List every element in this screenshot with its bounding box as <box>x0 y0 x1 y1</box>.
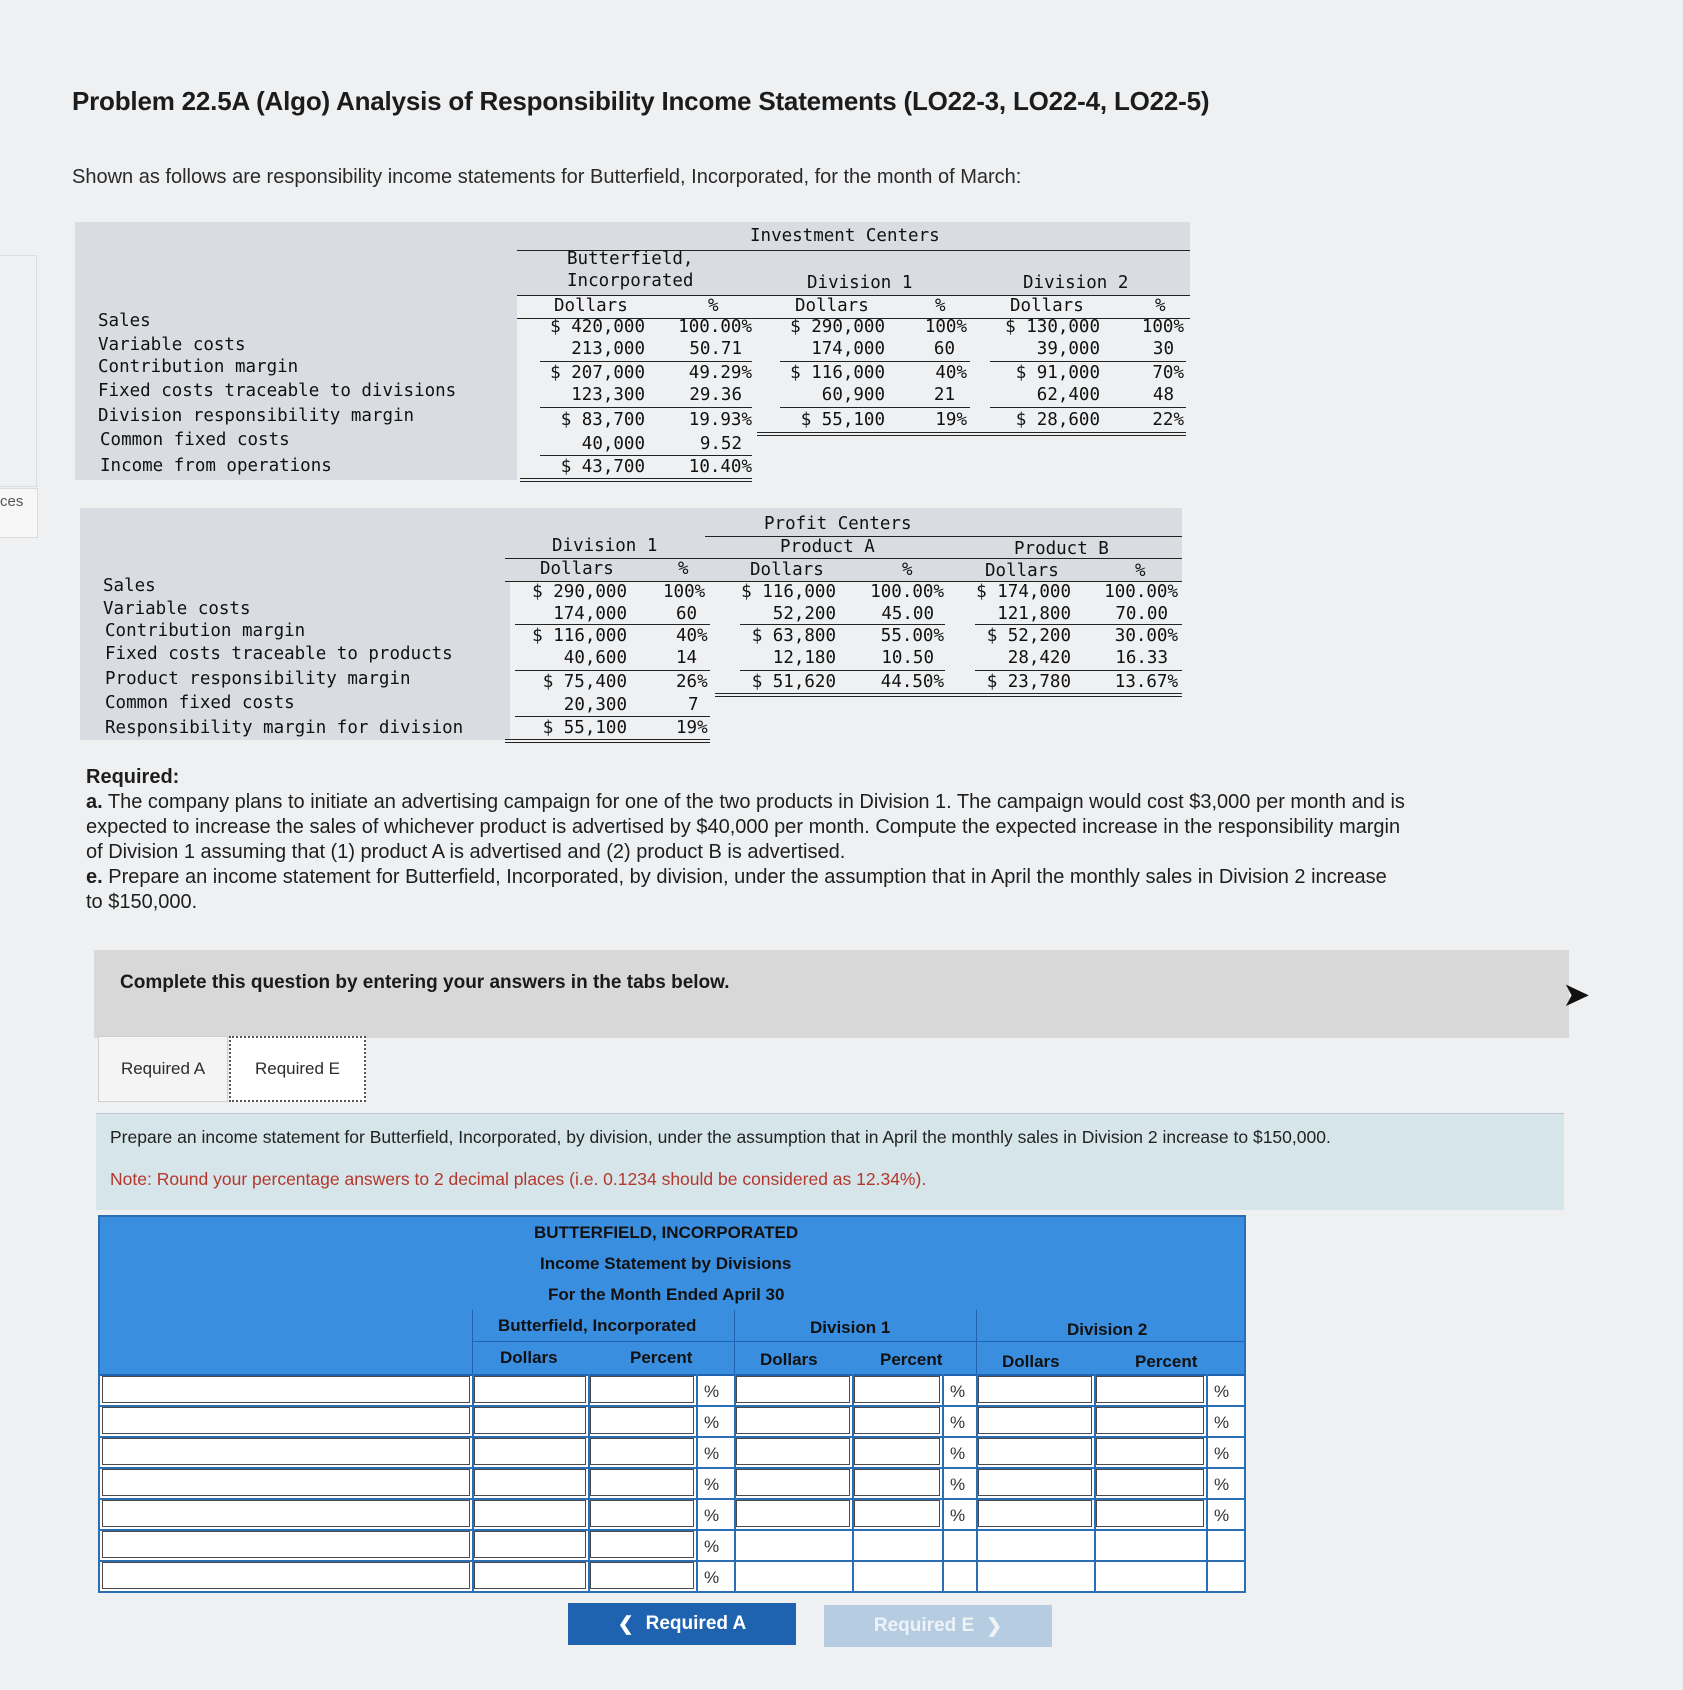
col-pct: % <box>1135 561 1146 581</box>
next-tab-label: Required E <box>873 1615 975 1636</box>
bf-percent-input[interactable] <box>590 1562 694 1589</box>
col-pct: % <box>902 560 913 580</box>
bf-pct: 10.40% <box>688 457 752 477</box>
d1-percent-input[interactable] <box>854 1438 940 1465</box>
next-tab-button[interactable] <box>824 1605 1052 1647</box>
col-incorporated: Incorporated <box>567 271 694 291</box>
b-pct: 100.00% <box>1104 582 1178 602</box>
b-pct: 16.33 <box>1115 648 1168 668</box>
bf-pct: 9.52 <box>699 434 742 454</box>
d2-pct: 48 <box>1152 385 1174 405</box>
bf-dollars: $ 43,700 <box>560 457 645 477</box>
d2-dollars: $ 91,000 <box>1015 363 1100 383</box>
row-label: Variable costs <box>98 335 246 355</box>
instruction-box <box>96 1113 1564 1210</box>
bf-dollars-input[interactable] <box>474 1376 586 1403</box>
col-dollars: Dollars <box>1010 296 1084 316</box>
p-d1-pct: 14 <box>676 648 698 668</box>
b-pct: 30.00% <box>1114 626 1178 646</box>
bf-pct: 50.71 <box>689 339 742 359</box>
p-d1-dollars: 40,600 <box>563 648 627 668</box>
bf-dollars-input[interactable] <box>474 1469 586 1496</box>
p-d1-pct: 7 <box>688 695 699 715</box>
b-pct: 70.00 <box>1115 604 1168 624</box>
bf-percent-input[interactable] <box>590 1407 694 1434</box>
d2-pct: 100% <box>1141 317 1184 337</box>
col-pct: % <box>935 296 946 316</box>
p-d1-dollars: $ 75,400 <box>542 672 627 692</box>
percent-sign: % <box>1214 1506 1230 1525</box>
required-section <box>86 765 1406 915</box>
bf-dollars-input[interactable] <box>474 1562 586 1589</box>
d1-pct: 19% <box>935 410 967 430</box>
d1-percent-input[interactable] <box>854 1407 940 1434</box>
d2-pct: 22% <box>1152 410 1184 430</box>
income-statement-table <box>98 1215 1246 1593</box>
row-label-input[interactable] <box>102 1438 470 1465</box>
p-d1-pct: 26% <box>676 672 708 692</box>
bf-pct: 29.36 <box>689 385 742 405</box>
bf-percent-input[interactable] <box>590 1438 694 1465</box>
percent-sign: % <box>704 1537 720 1556</box>
row-label: Common fixed costs <box>100 430 290 450</box>
tab-required-a[interactable]: Required A <box>98 1036 228 1102</box>
bf-dollars: 40,000 <box>581 434 645 454</box>
b-dollars: $ 23,780 <box>986 672 1071 692</box>
investment-centers-header: Investment Centers <box>750 226 940 246</box>
bf-pct: 19.93% <box>688 410 752 430</box>
profit-centers-header: Profit Centers <box>764 514 912 534</box>
percent-sign: % <box>950 1506 966 1525</box>
rounding-note: Note: Round your percentage answers to 2 decimal places (i.e. 0.1234 should be considered as 12.34%). <box>110 1169 927 1189</box>
b-dollars: $ 174,000 <box>976 582 1071 602</box>
row-label: Income from operations <box>100 456 332 476</box>
bf-percent-input[interactable] <box>590 1469 694 1496</box>
mouse-cursor-icon: ➤ <box>1562 976 1591 1014</box>
d1-dollars: $ 116,000 <box>790 363 885 383</box>
d1-dollars-input[interactable] <box>736 1376 850 1403</box>
side-tab[interactable]: ces <box>0 488 38 538</box>
d2-percent-input[interactable] <box>1096 1376 1204 1403</box>
col-percent: Percent <box>630 1348 693 1367</box>
row-label: Sales <box>103 576 156 596</box>
d1-pct: 40% <box>935 363 967 383</box>
bf-pct: 49.29% <box>688 363 752 383</box>
row-label-input[interactable] <box>102 1500 470 1527</box>
d1-dollars-input[interactable] <box>736 1438 850 1465</box>
col-division-1: Division 1 <box>810 1318 891 1337</box>
d2-dollars-input[interactable] <box>978 1469 1092 1496</box>
company-name: BUTTERFIELD, INCORPORATED <box>534 1223 799 1242</box>
d2-percent-input[interactable] <box>1096 1438 1204 1465</box>
a-pct: 10.50 <box>881 648 934 668</box>
p-d1-dollars: $ 116,000 <box>532 626 627 646</box>
row-label: Fixed costs traceable to divisions <box>98 381 457 401</box>
d2-dollars: $ 28,600 <box>1015 410 1100 430</box>
prev-tab-button[interactable] <box>568 1603 796 1645</box>
p-d1-dollars: 174,000 <box>553 604 627 624</box>
row-label: Variable costs <box>103 599 251 619</box>
chevron-right-icon: ❯ <box>986 1615 1003 1637</box>
row-label: Responsibility margin for division <box>105 718 464 738</box>
d1-percent-input[interactable] <box>854 1376 940 1403</box>
statement-title: Income Statement by Divisions <box>540 1254 792 1273</box>
percent-sign: % <box>704 1382 720 1401</box>
percent-sign: % <box>704 1413 720 1432</box>
required-e: e. Prepare an income statement for Butterfield, Incorporated, by division, under the assumption that in April the monthly sales in Division 2 increase to $150,000. <box>86 866 1387 913</box>
d1-dollars-input[interactable] <box>736 1500 850 1527</box>
row-label-input[interactable] <box>102 1562 470 1589</box>
d2-percent-input[interactable] <box>1096 1407 1204 1434</box>
table-title-row <box>100 1217 1244 1250</box>
d2-dollars: $ 130,000 <box>1005 317 1100 337</box>
d2-pct: 70% <box>1152 363 1184 383</box>
bf-dollars-input[interactable] <box>474 1438 586 1465</box>
d1-dollars-input[interactable] <box>736 1469 850 1496</box>
col-pct: % <box>1155 296 1166 316</box>
col-dollars: Dollars <box>554 296 628 316</box>
percent-sign: % <box>950 1444 966 1463</box>
d1-pct: 60 <box>933 339 955 359</box>
d2-percent-input[interactable] <box>1096 1469 1204 1496</box>
a-dollars: $ 116,000 <box>741 582 836 602</box>
percent-sign: % <box>1214 1382 1230 1401</box>
col-dollars: Dollars <box>500 1348 558 1367</box>
bf-dollars: 123,300 <box>571 385 645 405</box>
col-division-1: Division 1 <box>552 536 658 556</box>
bf-percent-input[interactable] <box>590 1500 694 1527</box>
d2-pct: 30 <box>1152 339 1174 359</box>
table-title-row <box>100 1279 1244 1312</box>
page-title: Problem 22.5A (Algo) Analysis of Responsibility Income Statements (LO22-3, LO22-4, LO22-5) <box>72 86 1210 116</box>
a-dollars: $ 51,620 <box>751 672 836 692</box>
p-d1-dollars: 20,300 <box>563 695 627 715</box>
p-d1-dollars: $ 290,000 <box>532 582 627 602</box>
bf-dollars-input[interactable] <box>474 1531 586 1558</box>
complete-text: Complete this question by entering your answers in the tabs below. <box>120 972 730 993</box>
row-label-input[interactable] <box>102 1376 470 1403</box>
bf-dollars: $ 207,000 <box>550 363 645 383</box>
percent-sign: % <box>950 1475 966 1494</box>
col-product-b: Product B <box>1014 539 1109 559</box>
bf-percent-input[interactable] <box>590 1376 694 1403</box>
col-dollars: Dollars <box>750 560 824 580</box>
d2-dollars-input[interactable] <box>978 1500 1092 1527</box>
p-d1-pct: 19% <box>676 718 708 738</box>
bf-percent-input[interactable] <box>590 1531 694 1558</box>
required-heading: Required: <box>86 766 180 788</box>
d1-pct: 21 <box>933 385 955 405</box>
bf-pct: 100.00% <box>678 317 752 337</box>
table-title-row <box>100 1248 1244 1281</box>
intro-text: Shown as follows are responsibility income statements for Butterfield, Incorporated, for the month of March: <box>72 166 1022 188</box>
a-pct: 45.00 <box>881 604 934 624</box>
d2-dollars: 39,000 <box>1036 339 1100 359</box>
required-a: a. The company plans to initiate an advertising campaign for one of the two products in Division 1. The campaign would cost $3,000 per month and is expected to increase the sales of whichever product is advertised by $40,000 per month. Compute the expected increase in the responsibility margin of Division 1 assuming that (1) product A is advertised and (2) product B is advertised. <box>86 791 1405 863</box>
bf-dollars: $ 420,000 <box>550 317 645 337</box>
row-label-input[interactable] <box>102 1469 470 1496</box>
row-label: Contribution margin <box>98 357 299 377</box>
d1-pct: 100% <box>924 317 967 337</box>
a-pct: 44.50% <box>880 672 944 692</box>
d2-percent-input[interactable] <box>1096 1500 1204 1527</box>
col-division-2: Division 2 <box>1023 273 1129 293</box>
col-dollars: Dollars <box>760 1350 818 1369</box>
col-product-a: Product A <box>780 537 875 557</box>
prev-tab-label: Required A <box>645 1613 747 1634</box>
side-panel-edge <box>0 255 37 487</box>
a-dollars: 52,200 <box>772 604 836 624</box>
bf-dollars: 213,000 <box>571 339 645 359</box>
row-label: Contribution margin <box>105 621 306 641</box>
d1-dollars: $ 290,000 <box>790 317 885 337</box>
d1-percent-input[interactable] <box>854 1469 940 1496</box>
percent-sign: % <box>704 1475 720 1494</box>
d2-dollars: 62,400 <box>1036 385 1100 405</box>
percent-sign: % <box>704 1506 720 1525</box>
d1-dollars: 60,900 <box>821 385 885 405</box>
col-dollars: Dollars <box>1002 1352 1060 1371</box>
percent-sign: % <box>704 1444 720 1463</box>
statement-period: For the Month Ended April 30 <box>548 1285 785 1304</box>
d1-dollars-input[interactable] <box>736 1407 850 1434</box>
col-butterfield: Butterfield, <box>567 249 694 269</box>
col-division-1: Division 1 <box>807 273 913 293</box>
col-dollars: Dollars <box>540 559 614 579</box>
col-division-2: Division 2 <box>1067 1320 1148 1339</box>
p-d1-pct: 40% <box>676 626 708 646</box>
row-label-input[interactable] <box>102 1531 470 1558</box>
p-d1-dollars: $ 55,100 <box>542 718 627 738</box>
a-dollars: 12,180 <box>772 648 836 668</box>
column-header-row <box>100 1310 1244 1376</box>
bf-dollars-input[interactable] <box>474 1407 586 1434</box>
complete-banner <box>94 950 1569 1038</box>
chevron-left-icon: ❮ <box>617 1613 634 1635</box>
col-pct: % <box>678 559 689 579</box>
d1-percent-input[interactable] <box>854 1500 940 1527</box>
bf-dollars: $ 83,700 <box>560 410 645 430</box>
col-butterfield-inc: Butterfield, Incorporated <box>498 1316 697 1335</box>
d2-dollars-input[interactable] <box>978 1438 1092 1465</box>
b-dollars: 28,420 <box>1007 648 1071 668</box>
b-pct: 13.67% <box>1114 672 1178 692</box>
d1-dollars: 174,000 <box>811 339 885 359</box>
b-dollars: 121,800 <box>997 604 1071 624</box>
d2-dollars-input[interactable] <box>978 1407 1092 1434</box>
percent-sign: % <box>950 1382 966 1401</box>
a-pct: 55.00% <box>880 626 944 646</box>
tab-required-e[interactable]: Required E <box>229 1036 366 1102</box>
percent-sign: % <box>1214 1444 1230 1463</box>
d2-dollars-input[interactable] <box>978 1376 1092 1403</box>
row-label: Sales <box>98 311 151 331</box>
percent-sign: % <box>1214 1413 1230 1432</box>
b-dollars: $ 52,200 <box>986 626 1071 646</box>
row-label: Fixed costs traceable to products <box>105 644 453 664</box>
col-dollars: Dollars <box>985 561 1059 581</box>
row-label-input[interactable] <box>102 1407 470 1434</box>
percent-sign: % <box>950 1413 966 1432</box>
col-dollars: Dollars <box>795 296 869 316</box>
col-pct: % <box>708 296 719 316</box>
p-d1-pct: 100% <box>663 582 706 602</box>
a-pct: 100.00% <box>870 582 944 602</box>
row-label: Division responsibility margin <box>98 406 415 426</box>
header-band <box>75 222 1190 248</box>
d1-dollars: $ 55,100 <box>800 410 885 430</box>
percent-sign: % <box>1214 1475 1230 1494</box>
bf-dollars-input[interactable] <box>474 1500 586 1527</box>
col-percent: Percent <box>880 1350 943 1369</box>
row-label: Common fixed costs <box>105 693 295 713</box>
a-dollars: $ 63,800 <box>751 626 836 646</box>
col-percent: Percent <box>1135 1352 1198 1371</box>
row-label: Product responsibility margin <box>105 669 411 689</box>
instruction-text: Prepare an income statement for Butterfield, Incorporated, by division, under the assumption that in April the monthly sales in Division 2 increase to $150,000. <box>110 1127 1331 1147</box>
percent-sign: % <box>704 1568 720 1587</box>
p-d1-pct: 60 <box>676 604 698 624</box>
